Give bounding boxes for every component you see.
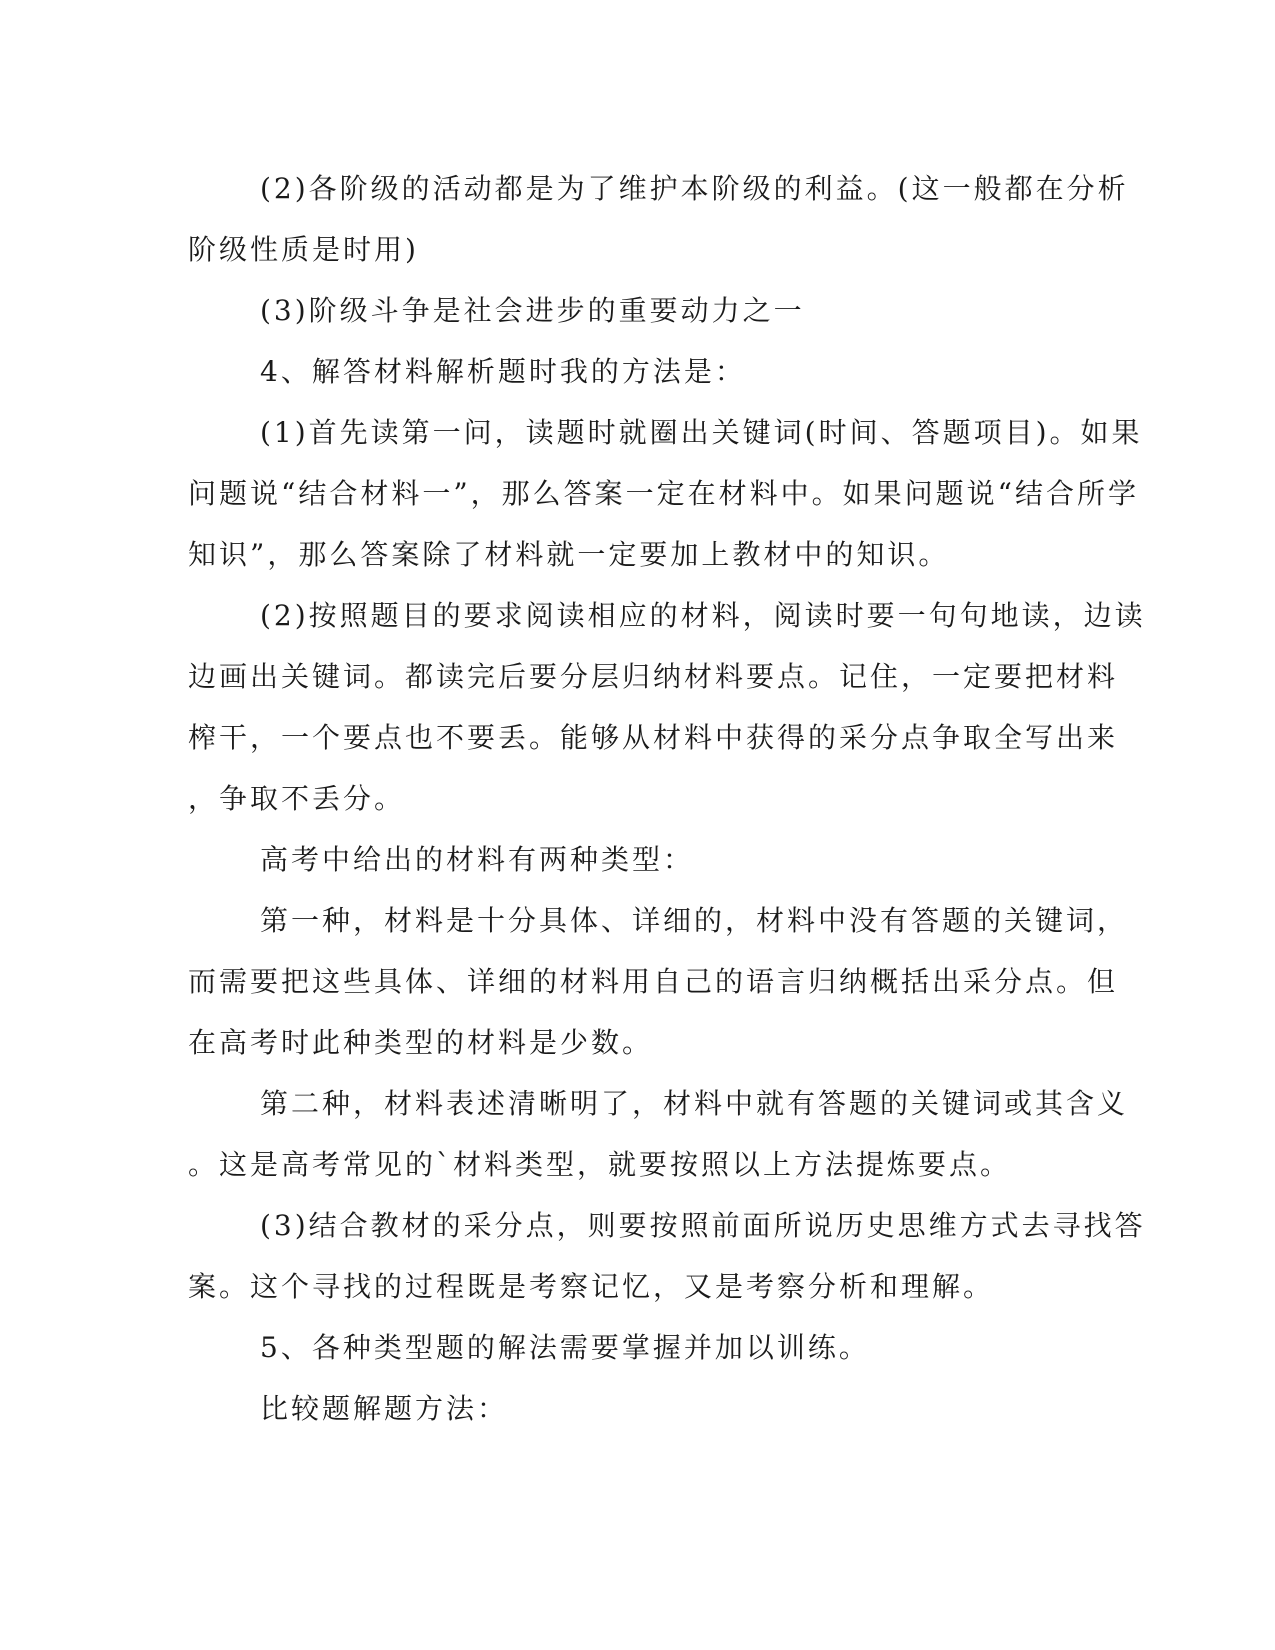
text-line: (1)首先读第一问，读题时就圈出关键词(时间、答题项目)。如果 [260,416,1143,449]
heading-material-analysis-method [188,341,1068,402]
text-line: (3)阶级斗争是社会进步的重要动力之一 [260,294,805,327]
text-line: 问题说“结合材料一”，那么答案一定在材料中。如果问题说“结合所学 [188,477,1139,510]
text-line: (2)按照题目的要求阅读相应的材料，阅读时要一句句地读，边读 [260,599,1146,632]
paragraph-class-struggle [188,280,1068,341]
paragraph-step-2 [188,585,1146,829]
paragraph-material-types [188,829,1068,890]
text-line: 阶级性质是时用) [188,233,419,266]
heading-question-types [188,1317,1068,1378]
paragraph-type-one [188,890,1129,1073]
text-line: 5、各种类型题的解法需要掌握并加以训练。 [260,1331,870,1364]
text-line: 边画出关键词。都读完后要分层归纳材料要点。记住，一定要把材料 [188,660,1119,693]
text-line: 而需要把这些具体、详细的材料用自己的语言归纳概括出采分点。但 [188,965,1119,998]
text-line: 第一种，材料是十分具体、详细的，材料中没有答题的关键词， [260,904,1129,937]
text-line: 知识”，那么答案除了材料就一定要加上教材中的知识。 [188,538,950,571]
paragraph-class-interest [188,158,1129,280]
text-line: 在高考时此种类型的材料是少数。 [188,1026,654,1059]
paragraph-step-1 [188,402,1143,585]
heading-comparison-method [188,1378,1068,1439]
text-line: 案。这个寻找的过程既是考察记忆，又是考察分析和理解。 [188,1270,995,1303]
document-body [188,158,1146,1439]
text-line: 比较题解题方法： [260,1392,509,1425]
text-line: (3)结合教材的采分点，则要按照前面所说历史思维方式去寻找答 [260,1209,1146,1242]
paragraph-type-two [188,1073,1129,1195]
text-line: 4、解答材料解析题时我的方法是： [260,355,746,388]
text-line: 榨干，一个要点也不要丢。能够从材料中获得的采分点争取全写出来 [188,721,1119,754]
text-line: 第二种，材料表述清晰明了，材料中就有答题的关键词或其含义 [260,1087,1129,1120]
text-line: (2)各阶级的活动都是为了维护本阶级的利益。(这一般都在分析 [260,172,1129,205]
text-line: 高考中给出的材料有两种类型： [260,843,695,876]
text-line: 。这是高考常见的`材料类型，就要按照以上方法提炼要点。 [188,1148,1012,1181]
text-line: ，争取不丢分。 [188,782,406,815]
paragraph-step-3 [188,1195,1146,1317]
